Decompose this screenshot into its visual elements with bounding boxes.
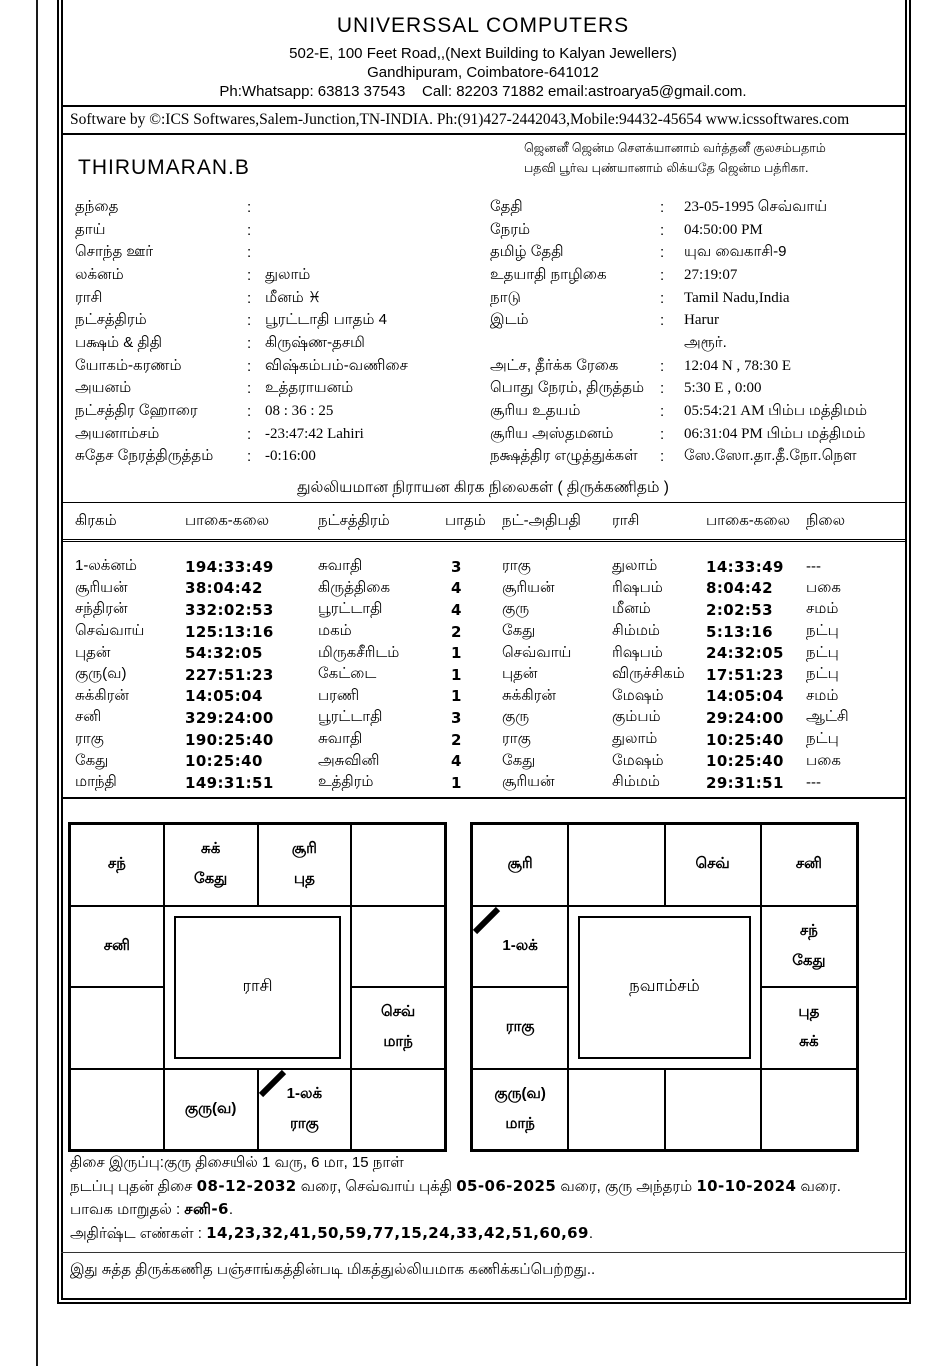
birth-details-right — [490, 196, 910, 468]
detail-label: அயனாம்சம் — [75, 424, 160, 442]
table-row — [58, 707, 908, 729]
table-cell: ராகு — [75, 730, 104, 748]
chart-cell — [70, 987, 164, 1069]
table-cell: 332:02:53 — [185, 600, 274, 619]
sloka-verse — [524, 138, 826, 178]
planet-abbr: குரு(வ) — [494, 1084, 546, 1102]
detail-label: இடம் — [490, 311, 529, 329]
table-cell: 1 — [451, 687, 462, 706]
detail-label: அட்ச, தீர்க்க ரேகை — [490, 356, 619, 374]
detail-colon: : — [247, 221, 252, 239]
table-cell: சிம்மம் — [612, 622, 660, 640]
table-cell: 14:05:04 — [706, 687, 784, 706]
table-cell: புதன் — [502, 665, 538, 683]
letterhead — [58, 14, 908, 101]
birth-details-left — [75, 196, 495, 468]
table-cell: கேது — [502, 622, 536, 640]
dasa-summary — [70, 1151, 841, 1245]
chart-cell — [258, 1069, 352, 1151]
detail-colon: : — [247, 334, 252, 352]
table-cell: --- — [806, 774, 821, 792]
planet-abbr: புத — [798, 1003, 820, 1021]
detail-value: 12:04 N , 78:30 E — [684, 357, 792, 374]
detail-row — [490, 423, 910, 446]
detail-label: நட்சத்திரம் — [75, 311, 147, 329]
dasa-line — [70, 1198, 841, 1222]
detail-row — [75, 264, 495, 287]
divider — [61, 539, 906, 542]
detail-label: சுதேச நேரத்திருத்தம் — [75, 447, 214, 465]
table-cell: 1-லக்னம் — [75, 557, 137, 575]
table-cell: 1 — [451, 773, 462, 792]
detail-value: 08 : 36 : 25 — [265, 403, 334, 420]
detail-label: ராசி — [75, 288, 103, 306]
detail-label: தேதி — [490, 197, 523, 215]
table-cell: சுக்கிரன் — [502, 686, 556, 704]
planet-table-body — [58, 556, 908, 794]
table-cell: மாந்தி — [75, 773, 117, 791]
detail-row — [75, 378, 495, 401]
table-cell: 4 — [451, 600, 462, 619]
detail-label: தாய் — [75, 220, 106, 238]
chart-cell — [472, 906, 568, 988]
planet-table-title: துல்லியமான நிராயன கிரக நிலைகள் ( திருக்கணிதம் ) — [297, 479, 669, 496]
table-cell: 38:04:42 — [185, 579, 263, 598]
planet-abbr: சூரி — [291, 840, 317, 858]
detail-label: லக்னம் — [75, 265, 124, 283]
table-cell: புதன் — [75, 643, 111, 661]
planet-abbr: ராகு — [505, 1018, 535, 1036]
table-cell: ராகு — [502, 557, 531, 575]
detail-value: அரூர். — [684, 333, 727, 351]
detail-row — [490, 378, 910, 401]
detail-row — [490, 355, 910, 378]
chart-cell — [472, 987, 568, 1069]
table-cell: 10:25:40 — [185, 752, 263, 771]
planet-abbr: சனி — [103, 936, 130, 954]
table-cell: 24:32:05 — [706, 644, 784, 663]
planet-abbr: புத — [293, 870, 315, 888]
chart-cell — [164, 824, 258, 906]
detail-value: Tamil Nadu,India — [684, 289, 790, 306]
chart-cell — [70, 824, 164, 906]
planet-abbr: சுக் — [799, 1033, 819, 1051]
table-row — [58, 686, 908, 708]
detail-row — [490, 446, 910, 469]
dasa-text: திசை இருப்பு:குரு திசையில் 1 வரு, 6 மா, 15 நாள் — [70, 1154, 404, 1171]
table-cell: பகை — [806, 751, 841, 769]
detail-row — [75, 446, 495, 469]
table-cell: சுவாதி — [318, 730, 363, 748]
chart-cell — [70, 906, 164, 988]
detail-value: 23-05-1995 செவ்வாய் — [684, 198, 828, 215]
detail-colon: : — [247, 289, 252, 307]
table-cell: சமம் — [806, 600, 839, 618]
detail-value: கிருஷ்ண-தசமி — [265, 333, 365, 351]
column-header: நிலை — [806, 511, 846, 529]
detail-colon: : — [660, 244, 665, 262]
detail-colon: : — [660, 403, 665, 421]
planet-abbr: 1-லக் — [502, 936, 538, 954]
planet-abbr: சனி — [795, 855, 822, 873]
detail-row — [490, 241, 910, 264]
detail-colon: : — [247, 312, 252, 330]
dasa-text: வரை, குரு அந்தரம் — [556, 1177, 697, 1195]
table-cell: மேஷம் — [612, 686, 664, 704]
detail-label: சொந்த ஊர் — [75, 243, 154, 261]
company-name: UNIVERSSAL COMPUTERS — [336, 14, 630, 37]
detail-row — [75, 287, 495, 310]
planet-abbr: கேது — [193, 870, 228, 888]
chart-cell — [761, 987, 857, 1069]
table-cell: --- — [806, 558, 821, 576]
column-header: பாகை-கலை — [706, 511, 791, 529]
table-cell: ராகு — [502, 730, 531, 748]
table-cell: குரு(வ) — [75, 665, 127, 683]
table-cell: கும்பம் — [612, 708, 661, 726]
table-cell: கேட்டை — [318, 665, 377, 683]
page-edge-line — [36, 0, 38, 1366]
table-cell: 5:13:16 — [706, 622, 773, 641]
table-cell: 54:32:05 — [185, 644, 263, 663]
detail-value: 27:19:07 — [684, 266, 738, 283]
chart-center — [568, 906, 761, 1069]
detail-row — [490, 309, 910, 332]
detail-colon: : — [660, 448, 665, 466]
table-cell: மேஷம் — [612, 751, 664, 769]
sloka-line-1: ஜெனனீ ஜென்ம சௌக்யானாம் வர்த்தனீ குலசம்பதாம் — [524, 141, 826, 155]
table-cell: 2:02:53 — [706, 600, 773, 619]
dasa-text: அதிர்ஷ்ட எண்கள் : — [70, 1224, 207, 1242]
table-cell: 329:24:00 — [185, 708, 274, 727]
chart-cell — [568, 1069, 664, 1151]
table-cell: நட்பு — [806, 730, 839, 748]
table-cell: 8:04:42 — [706, 579, 773, 598]
detail-label: நட்சத்திர ஹோரை — [75, 402, 198, 420]
table-cell: 3 — [451, 708, 462, 727]
table-cell: கேது — [75, 751, 109, 769]
table-cell: 1 — [451, 665, 462, 684]
detail-row — [75, 400, 495, 423]
detail-colon: : — [660, 198, 665, 216]
detail-colon: : — [660, 266, 665, 284]
detail-label: நக்ஷத்திர எழுத்துக்கள் — [490, 447, 638, 465]
detail-row — [75, 309, 495, 332]
detail-row — [490, 219, 910, 242]
detail-row — [490, 264, 910, 287]
table-cell: ஆட்சி — [806, 708, 849, 726]
chart-title: ராசி — [242, 976, 273, 995]
detail-row — [75, 196, 495, 219]
column-header: ராசி — [612, 511, 640, 529]
table-cell: குரு — [502, 600, 530, 618]
chart-cell — [761, 824, 857, 906]
planet-abbr: 1-லக் — [286, 1084, 323, 1102]
chart-cell — [258, 824, 352, 906]
table-cell: 2 — [451, 730, 462, 749]
detail-label: நாடு — [490, 288, 521, 306]
table-row — [58, 621, 908, 643]
detail-row — [75, 241, 495, 264]
divider — [61, 105, 906, 107]
detail-label: பொது நேரம், திருத்தம் — [490, 379, 645, 397]
footer-note: இது சுத்த திருக்கணித பஞ்சாங்கத்தின்படி மிகத்துல்லியமாக கணிக்கப்பெற்றது.. — [70, 1261, 596, 1278]
planet-abbr: சூரி — [507, 855, 533, 873]
chart-center — [164, 906, 352, 1069]
table-row — [58, 599, 908, 621]
table-row — [58, 750, 908, 772]
table-cell: 14:05:04 — [185, 687, 263, 706]
detail-colon: : — [660, 425, 665, 443]
lagna-marker-icon — [473, 907, 503, 937]
planet-abbr: சந் — [107, 855, 126, 873]
chart-title: நவாம்சம் — [629, 976, 700, 995]
planet-abbr: சந் — [799, 921, 818, 939]
table-cell: துலாம் — [612, 730, 658, 748]
navamsam-chart — [470, 822, 859, 1152]
dasa-text: 14,23,32,41,50,59,77,15,24,33,42,51,60,69 — [206, 1223, 589, 1242]
detail-label: அயனம் — [75, 379, 132, 397]
table-cell: சந்திரன் — [75, 600, 128, 618]
detail-colon: : — [247, 403, 252, 421]
dasa-line — [70, 1175, 841, 1199]
table-cell: குரு — [502, 708, 530, 726]
table-cell: சூரியன் — [502, 773, 555, 791]
chart-cell — [351, 1069, 445, 1151]
planet-table-header — [58, 507, 925, 535]
table-cell: அசுவினி — [318, 751, 380, 769]
chart-cell — [472, 824, 568, 906]
chart-center-box — [174, 916, 342, 1059]
detail-value: ஸே.ஸோ.தா.தீ.நோ.நௌ — [684, 447, 857, 465]
detail-label: உதயாதி நாழிகை — [490, 265, 607, 283]
detail-value: 5:30 E , 0:00 — [684, 380, 762, 397]
detail-colon: : — [247, 198, 252, 216]
table-cell: மிருகசீரிடம் — [318, 643, 400, 661]
detail-row — [75, 355, 495, 378]
chart-center-box — [578, 916, 751, 1059]
table-cell: 194:33:49 — [185, 557, 274, 576]
detail-value: -0:16:00 — [265, 448, 316, 465]
native-name: THIRUMARAN.B — [78, 156, 250, 179]
table-cell: பகை — [806, 578, 841, 596]
lagna-marker-icon — [259, 1070, 289, 1100]
detail-colon: : — [247, 425, 252, 443]
company-address-line1: 502-E, 100 Feet Road,,(Next Building to Kalyan Jewellers) — [289, 45, 677, 62]
planet-abbr: செவ் — [380, 1003, 416, 1021]
company-contact: Ph:Whatsapp: 63813 37543 Call: 82203 71882 email:astroarya5@gmail.com. — [219, 83, 747, 100]
table-row — [58, 578, 908, 600]
detail-colon: : — [247, 380, 252, 398]
detail-row — [490, 332, 910, 355]
table-cell: சூரியன் — [75, 578, 128, 596]
table-cell: உத்திரம் — [318, 773, 374, 791]
dasa-text: . — [228, 1201, 233, 1218]
company-address-line2: Gandhipuram, Coimbatore-641012 — [367, 64, 599, 81]
detail-row — [490, 196, 910, 219]
detail-row — [75, 332, 495, 355]
detail-value: யுவ வைகாசி-9 — [684, 243, 787, 261]
table-cell: கிருத்திகை — [318, 578, 391, 596]
table-cell: பூரட்டாதி — [318, 600, 383, 618]
table-cell: மீனம் — [612, 600, 651, 618]
table-cell: 14:33:49 — [706, 557, 784, 576]
detail-value: 06:31:04 PM பிம்ப மத்திமம் — [684, 425, 866, 442]
planet-abbr: கேது — [792, 951, 826, 969]
table-cell: சிம்மம் — [612, 773, 660, 791]
detail-colon: : — [247, 266, 252, 284]
planet-abbr: மாந் — [505, 1114, 535, 1132]
divider — [61, 502, 906, 503]
chart-cell — [70, 1069, 164, 1151]
table-cell: ரிஷபம் — [612, 643, 663, 661]
detail-value: பூரட்டாதி பாதம் 4 — [265, 311, 387, 329]
detail-value: துலாம் — [265, 265, 311, 283]
dasa-text: சனி-6 — [184, 1200, 229, 1218]
detail-value: -23:47:42 Lahiri — [265, 425, 364, 442]
detail-label: நேரம் — [490, 220, 531, 238]
software-credit: Software by ©:ICS Softwares,Salem-Junction,TN-INDIA. Ph:(91)427-2442043,Mobile:94432-45654 www.icssoftwares.com — [70, 111, 850, 128]
table-cell: நட்பு — [806, 622, 839, 640]
column-header: பாகை-கலை — [185, 511, 270, 529]
table-cell: ரிஷபம் — [612, 578, 663, 596]
chart-cell — [164, 1069, 258, 1151]
table-row — [58, 664, 908, 686]
detail-label: சூரிய அஸ்தமனம் — [490, 424, 614, 442]
detail-label: தமிழ் தேதி — [490, 243, 564, 261]
table-cell: 29:24:00 — [706, 708, 784, 727]
detail-value: மீனம் ♓ — [265, 289, 322, 307]
table-row — [58, 642, 908, 664]
table-cell: 2 — [451, 622, 462, 641]
detail-value: 04:50:00 PM — [684, 221, 763, 238]
detail-value: 05:54:21 AM பிம்ப மத்திமம் — [684, 403, 868, 420]
table-cell: 3 — [451, 557, 462, 576]
chart-cell — [568, 824, 664, 906]
planet-abbr: குரு(வ) — [184, 1099, 237, 1117]
table-cell: சுவாதி — [318, 557, 363, 575]
chart-cell — [761, 906, 857, 988]
detail-value: விஷ்கம்பம்-வணிசை — [265, 356, 408, 374]
detail-colon: : — [660, 357, 665, 375]
chart-cell — [351, 906, 445, 988]
divider — [61, 797, 906, 799]
chart-cell — [761, 1069, 857, 1151]
table-cell: 190:25:40 — [185, 730, 274, 749]
sloka-line-2: பதவி பூர்வ புண்யானாம் லிக்யதே ஜென்ம பத்ரிகா. — [524, 161, 809, 175]
chart-cell — [472, 1069, 568, 1151]
detail-label: சூரிய உதயம் — [490, 402, 581, 420]
table-cell: பூரட்டாதி — [318, 708, 383, 726]
dasa-text: 05-06-2025 — [456, 1176, 557, 1195]
dasa-text: நடப்பு புதன் திசை — [70, 1177, 197, 1195]
planet-abbr: சுக் — [200, 840, 221, 858]
table-cell: செவ்வாய் — [75, 622, 145, 640]
planet-abbr: மாந் — [383, 1033, 413, 1051]
dasa-line — [70, 1222, 841, 1246]
detail-colon: : — [660, 289, 665, 307]
detail-colon: : — [660, 221, 665, 239]
detail-label: தந்தை — [75, 197, 119, 215]
detail-row — [75, 423, 495, 446]
dasa-text: பாவக மாறுதல் : — [70, 1201, 185, 1218]
table-cell: 125:13:16 — [185, 622, 274, 641]
table-row — [58, 556, 908, 578]
table-cell: விருச்சிகம் — [612, 665, 685, 683]
detail-colon: : — [247, 357, 252, 375]
table-cell: 4 — [451, 752, 462, 771]
detail-colon: : — [247, 244, 252, 262]
detail-colon: : — [660, 380, 665, 398]
column-header: கிரகம் — [75, 511, 117, 529]
dasa-text: . — [588, 1224, 594, 1242]
table-cell: கேது — [502, 751, 536, 769]
detail-value: Harur — [684, 312, 719, 329]
planet-abbr: செவ் — [695, 855, 730, 873]
dasa-line — [70, 1151, 841, 1175]
divider — [61, 133, 906, 135]
dasa-text: 10-10-2024 — [696, 1176, 797, 1195]
detail-colon: : — [247, 448, 252, 466]
table-cell: நட்பு — [806, 643, 839, 661]
dasa-text: வரை, செவ்வாய் புக்தி — [296, 1177, 457, 1195]
table-cell: சூரியன் — [502, 578, 555, 596]
table-cell: 4 — [451, 579, 462, 598]
detail-label: பக்ஷம் & திதி — [75, 333, 162, 351]
table-cell: 29:31:51 — [706, 773, 784, 792]
divider — [61, 1252, 906, 1253]
table-row — [58, 772, 908, 794]
detail-colon: : — [660, 312, 665, 330]
table-cell: 10:25:40 — [706, 730, 784, 749]
table-cell: செவ்வாய் — [502, 643, 572, 661]
table-cell: 1 — [451, 644, 462, 663]
table-cell: சுக்கிரன் — [75, 686, 129, 704]
detail-value: உத்தராயனம் — [265, 379, 354, 397]
table-cell: நட்பு — [806, 665, 839, 683]
detail-label: யோகம்-கரணம் — [75, 356, 182, 374]
chart-cell — [665, 1069, 761, 1151]
table-cell: சமம் — [806, 686, 839, 704]
chart-cell — [351, 824, 445, 906]
chart-cell — [351, 987, 445, 1069]
table-cell: சனி — [75, 708, 102, 726]
dasa-text: வரை. — [796, 1177, 841, 1195]
table-cell: மகம் — [318, 622, 352, 640]
table-cell: பரணி — [318, 686, 360, 704]
table-row — [58, 729, 908, 751]
table-cell: 149:31:51 — [185, 773, 274, 792]
table-cell: 17:51:23 — [706, 665, 784, 684]
detail-row — [490, 400, 910, 423]
column-header: நட்-அதிபதி — [502, 511, 581, 529]
table-cell: துலாம் — [612, 557, 658, 575]
planet-abbr: ராகு — [289, 1114, 319, 1132]
column-header: நட்சத்திரம் — [318, 511, 390, 529]
rasi-chart — [68, 822, 447, 1152]
detail-row — [490, 287, 910, 310]
table-cell: 227:51:23 — [185, 665, 274, 684]
chart-cell — [665, 824, 761, 906]
detail-row — [75, 219, 495, 242]
column-header: பாதம் — [445, 511, 486, 529]
dasa-text: 08-12-2032 — [196, 1176, 297, 1195]
table-cell: 10:25:40 — [706, 752, 784, 771]
